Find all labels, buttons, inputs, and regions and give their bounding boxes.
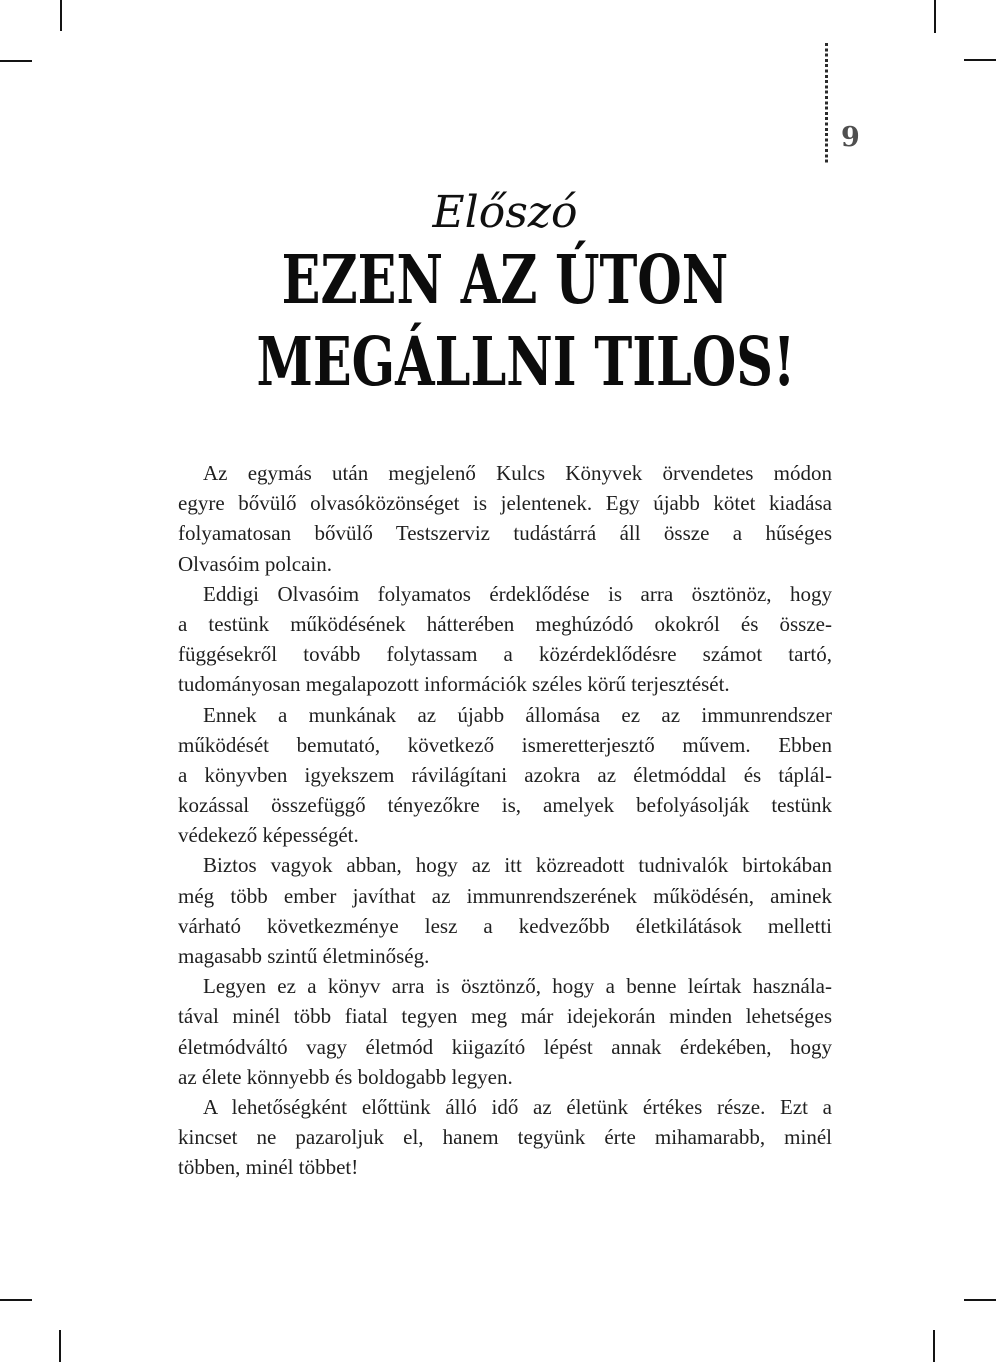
- body-line: Az egymás után megjelenő Kulcs Könyvek örvendetes módon: [203, 461, 832, 485]
- body-line: folyamatosan bővülő Testszerviz tudástárrá áll össze a hűséges: [178, 521, 832, 546]
- body-line: Olvasóim polcain.: [178, 551, 332, 576]
- body-line: a testünk működésének hátterében meghúzódó okokról és össze-: [178, 611, 832, 636]
- body-line: kincset ne pazaroljuk el, hanem tegyünk érte mihamarabb, minél: [178, 1125, 832, 1150]
- body-line: többen, minél többet!: [178, 1155, 359, 1180]
- chapter-title-line-2: MEGÁLLNI TILOS!: [256, 322, 796, 401]
- body-line: Ennek a munkának az újabb állomása ez az immunrendszer: [203, 702, 832, 727]
- body-line: védekező képességét.: [178, 823, 359, 848]
- body-paragraph: [178, 1092, 832, 1183]
- body-line: tával minél több fiatal tegyen meg már idejekorán minden lehetséges: [178, 1004, 832, 1029]
- body-line: tudományosan megalapozott információk széles körű terjesztését.: [178, 672, 730, 697]
- body-line: egyre bővülő olvasóközönséget is jelentenek. Egy újabb kötet kiadása: [178, 491, 832, 516]
- body-line: A lehetőségként előttünk álló idő az életünk értékes része. Ezt a: [203, 1094, 832, 1119]
- crop-mark-bottom-left-vertical: [59, 1330, 61, 1362]
- body-line: a könyvben igyekszem rávilágítani azokra az életmóddal és táplál-: [178, 762, 832, 787]
- crop-mark-bottom-right-horizontal: [964, 1299, 996, 1301]
- body-line: még több ember javíthat az immunrendszerének működésén, aminek: [178, 883, 832, 908]
- body-line: életmódváltó vagy életmód kiigazító lépést annak érdekében, hogy: [178, 1034, 832, 1059]
- body-line: Legyen ez a könyv arra is ösztönző, hogy a benne leírtak használa-: [203, 974, 832, 999]
- body-line: magasabb szintű életminőség.: [178, 944, 430, 968]
- page-number: 9: [841, 122, 860, 153]
- body-line: függésekről tovább folytassam a közérdeklődésre számot tartó,: [178, 642, 832, 667]
- chapter-title: [256, 239, 796, 403]
- crop-mark-bottom-right-vertical: [933, 1330, 935, 1362]
- crop-mark-top-right-vertical: [934, 0, 936, 33]
- chapter-kicker: Előszó: [432, 187, 578, 238]
- body-paragraph: [178, 971, 832, 1092]
- body-paragraph: [178, 700, 832, 851]
- crop-mark-top-left-vertical: [60, 0, 62, 31]
- page-number-rule: [825, 43, 828, 163]
- crop-mark-bottom-left-horizontal: [0, 1299, 32, 1301]
- body-text: [178, 458, 832, 1183]
- crop-mark-top-left-horizontal: [0, 60, 32, 62]
- body-line: kozással összefüggő tényezőkre is, amelyek befolyásolják testünk: [178, 793, 832, 818]
- body-paragraph: [178, 458, 832, 579]
- chapter-title-line-1: EZEN AZ ÚTON: [281, 240, 729, 319]
- body-line: várható következménye lesz a kedvezőbb életkilátások melletti: [178, 913, 832, 938]
- body-line: Biztos vagyok abban, hogy az itt közreadott tudnivalók birtokában: [203, 853, 832, 878]
- body-line: Eddigi Olvasóim folyamatos érdeklődése is arra ösztönöz, hogy: [203, 581, 832, 606]
- body-line: működését bemutató, következő ismeretterjesztő művem. Ebben: [178, 732, 832, 757]
- crop-mark-top-right-horizontal: [964, 59, 996, 61]
- body-line: az élete könnyebb és boldogabb legyen.: [178, 1064, 513, 1089]
- body-paragraph: [178, 579, 832, 700]
- body-paragraph: [178, 850, 832, 971]
